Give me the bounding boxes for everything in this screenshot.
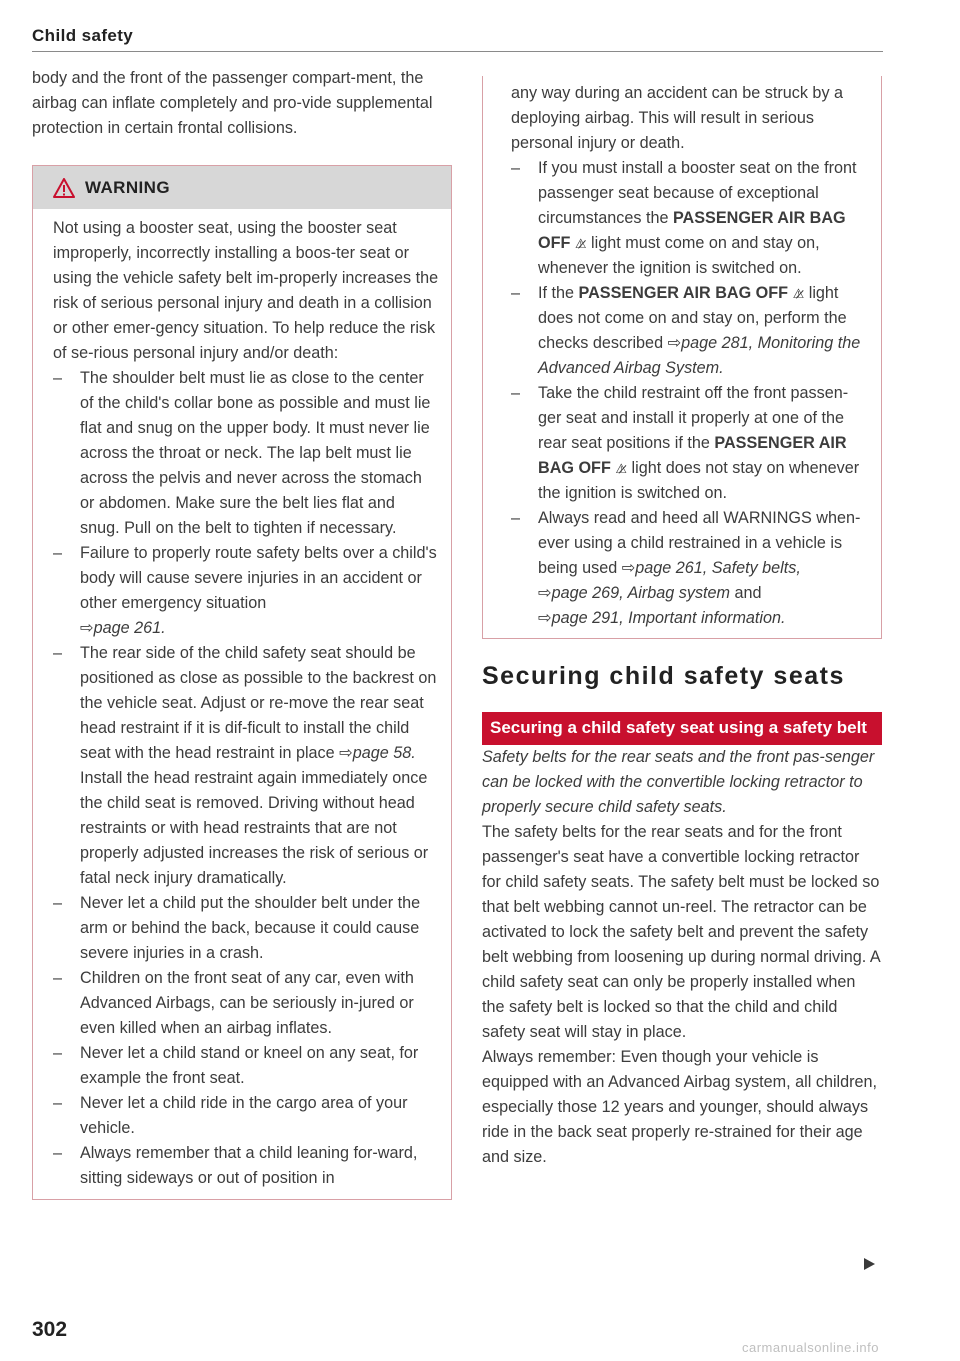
page-reference-link[interactable]: ⇨page 291, Important information. — [538, 609, 786, 627]
list-item — [511, 156, 869, 281]
page-reference-link[interactable]: ⇨page 269, Airbag system — [538, 584, 731, 602]
list-item-text: light does not come on and stay on, perform the checks described — [538, 284, 847, 352]
list-item-text: light must come on and stay on, whenever the ignition is switched on. — [538, 234, 820, 277]
warning-list-continued — [511, 156, 869, 631]
list-item-text: Take the child restraint off the front passen-ger seat and install it properly at one of the rear seat positions if the — [538, 384, 849, 452]
list-item-text: and — [734, 584, 762, 602]
page-reference-link[interactable]: ⇨page 261. — [80, 619, 166, 637]
body-paragraph: The safety belts for the rear seats and for the front passenger's seat have a convertible locking retractor for child safety seats. The safety belt must be locked so that belt webbing cannot un-reel. The retractor can be activated to lock the safety belt and prevent the safety belt webbing from loosening up during normal driving. A child safety seat can only be properly installed when the safety belt is locked so that the child and child safety seat will stay in place. — [482, 823, 880, 1041]
header-divider — [32, 51, 883, 52]
list-item: – Never let a child ride in the cargo area of your vehicle. — [53, 1091, 439, 1141]
airbag-off-icon: ⚠̷ — [615, 461, 627, 476]
list-item-text: Install the head restraint again immediately once the child seat is removed. Driving without head restraints or with head restraints that are not properly adjusted increases the risk of serious or fatal neck injury dramatically. — [80, 769, 429, 887]
warning-body — [33, 209, 451, 1199]
list-item: – Never let a child stand or kneel on any seat, for example the front seat. — [53, 1041, 439, 1091]
intro-paragraph: body and the front of the passenger compart-ment, the airbag can inflate completely and pro-vide supplemental protection in certain frontal collisions. — [32, 69, 433, 137]
watermark: carmanualsonline.info — [742, 1340, 879, 1355]
list-item — [53, 641, 439, 891]
list-item: – Always remember that a child leaning for-ward, sitting sideways or out of position in — [53, 1141, 439, 1191]
list-item-text: light does not stay on whenever the ignition is switched on. — [538, 459, 860, 502]
warning-triangle-icon — [53, 178, 75, 198]
warning-body-continued — [483, 76, 881, 638]
section-header-title: Child safety — [32, 26, 134, 45]
page-number: 302 — [32, 1318, 68, 1341]
page-reference-link[interactable]: ⇨page 281, Monitoring the Advanced Airbag System. — [538, 334, 861, 377]
right-column — [482, 76, 882, 1170]
page-reference-link[interactable]: ⇨page 261, Safety belts, — [621, 559, 801, 577]
list-item — [511, 506, 869, 631]
list-item-text: The rear side of the child safety seat should be positioned as close as possible to the backrest on the vehicle seat. Adjust or re-move the rear seat head restraint if it is dif-ficult to install the child seat with the head restraint in place — [80, 644, 437, 762]
warning-text: Not using a booster seat, using the booster seat improperly, incorrectly installing a boos-ter seat or using the vehicle safety belt im-properly increases the risk of serious personal injury and death in a collision or other emer-gency situation. To help reduce the risk of se-rious personal injury and/or death: — [53, 219, 439, 362]
airbag-off-icon: ⚠̷ — [792, 286, 805, 301]
section-title: Securing child safety seats — [482, 662, 845, 690]
continue-arrow-icon — [862, 1257, 876, 1271]
warning-box-continued — [482, 76, 882, 639]
warning-label: WARNING — [85, 177, 170, 197]
passenger-airbag-off-label: PASSENGER AIR BAG OFF — [578, 284, 789, 302]
list-item: – Never let a child put the shoulder belt under the arm or behind the back, because it could cause severe injuries in a crash. — [53, 891, 439, 966]
passenger-airbag-off-label: PASSENGER AIR BAG OFF — [538, 209, 846, 252]
intro-italic-paragraph: Safety belts for the rear seats and the front pas-senger can be locked with the convertible locking retractor to properly secure child safety seats. — [482, 748, 875, 816]
list-item — [511, 281, 869, 381]
left-column — [32, 66, 452, 1200]
list-item: – Children on the front seat of any car, even with Advanced Airbags, can be seriously in-jured or even killed when an airbag inflates. — [53, 966, 439, 1041]
list-item — [53, 541, 439, 641]
list-item-text: If the — [538, 284, 574, 302]
warning-header — [33, 166, 451, 209]
subsection-title: Securing a child safety seat using a safety belt — [482, 712, 882, 745]
warning-box — [32, 165, 452, 1200]
list-item-text: If you must install a booster seat on the front passenger seat because of exceptional circumstances the — [538, 159, 857, 227]
list-item-text: Always read and heed all WARNINGS when-ever using a child restrained in a vehicle is being used — [538, 509, 861, 577]
list-item — [511, 381, 869, 506]
airbag-off-icon: ⚠̷ — [574, 236, 587, 251]
passenger-airbag-off-label: PASSENGER AIR BAG OFF — [538, 434, 847, 477]
warning-list — [53, 366, 439, 1191]
body-paragraph: Always remember: Even though your vehicle is equipped with an Advanced Airbag system, all children, especially those 12 years and younger, should always ride in the back seat properly re-strained for their age and size. — [482, 1048, 878, 1166]
list-item-text: Failure to properly route safety belts over a child's body will cause severe injuries in an accident or other emergency situation — [80, 544, 437, 612]
warning-lead-text: any way during an accident can be struck by a deploying airbag. This will result in serious personal injury or death. — [511, 84, 844, 152]
list-item: – The shoulder belt must lie as close to the center of the child's collar bone as possible and must lie flat and snug on the upper body. It must never lie across the throat or neck. The lap belt must lie across the pelvis and never across the stomach or abdomen. Make sure the belt lies flat and snug. Pull on the belt to tighten if necessary. — [53, 366, 439, 541]
page-reference-link[interactable]: ⇨page 58. — [339, 744, 416, 762]
